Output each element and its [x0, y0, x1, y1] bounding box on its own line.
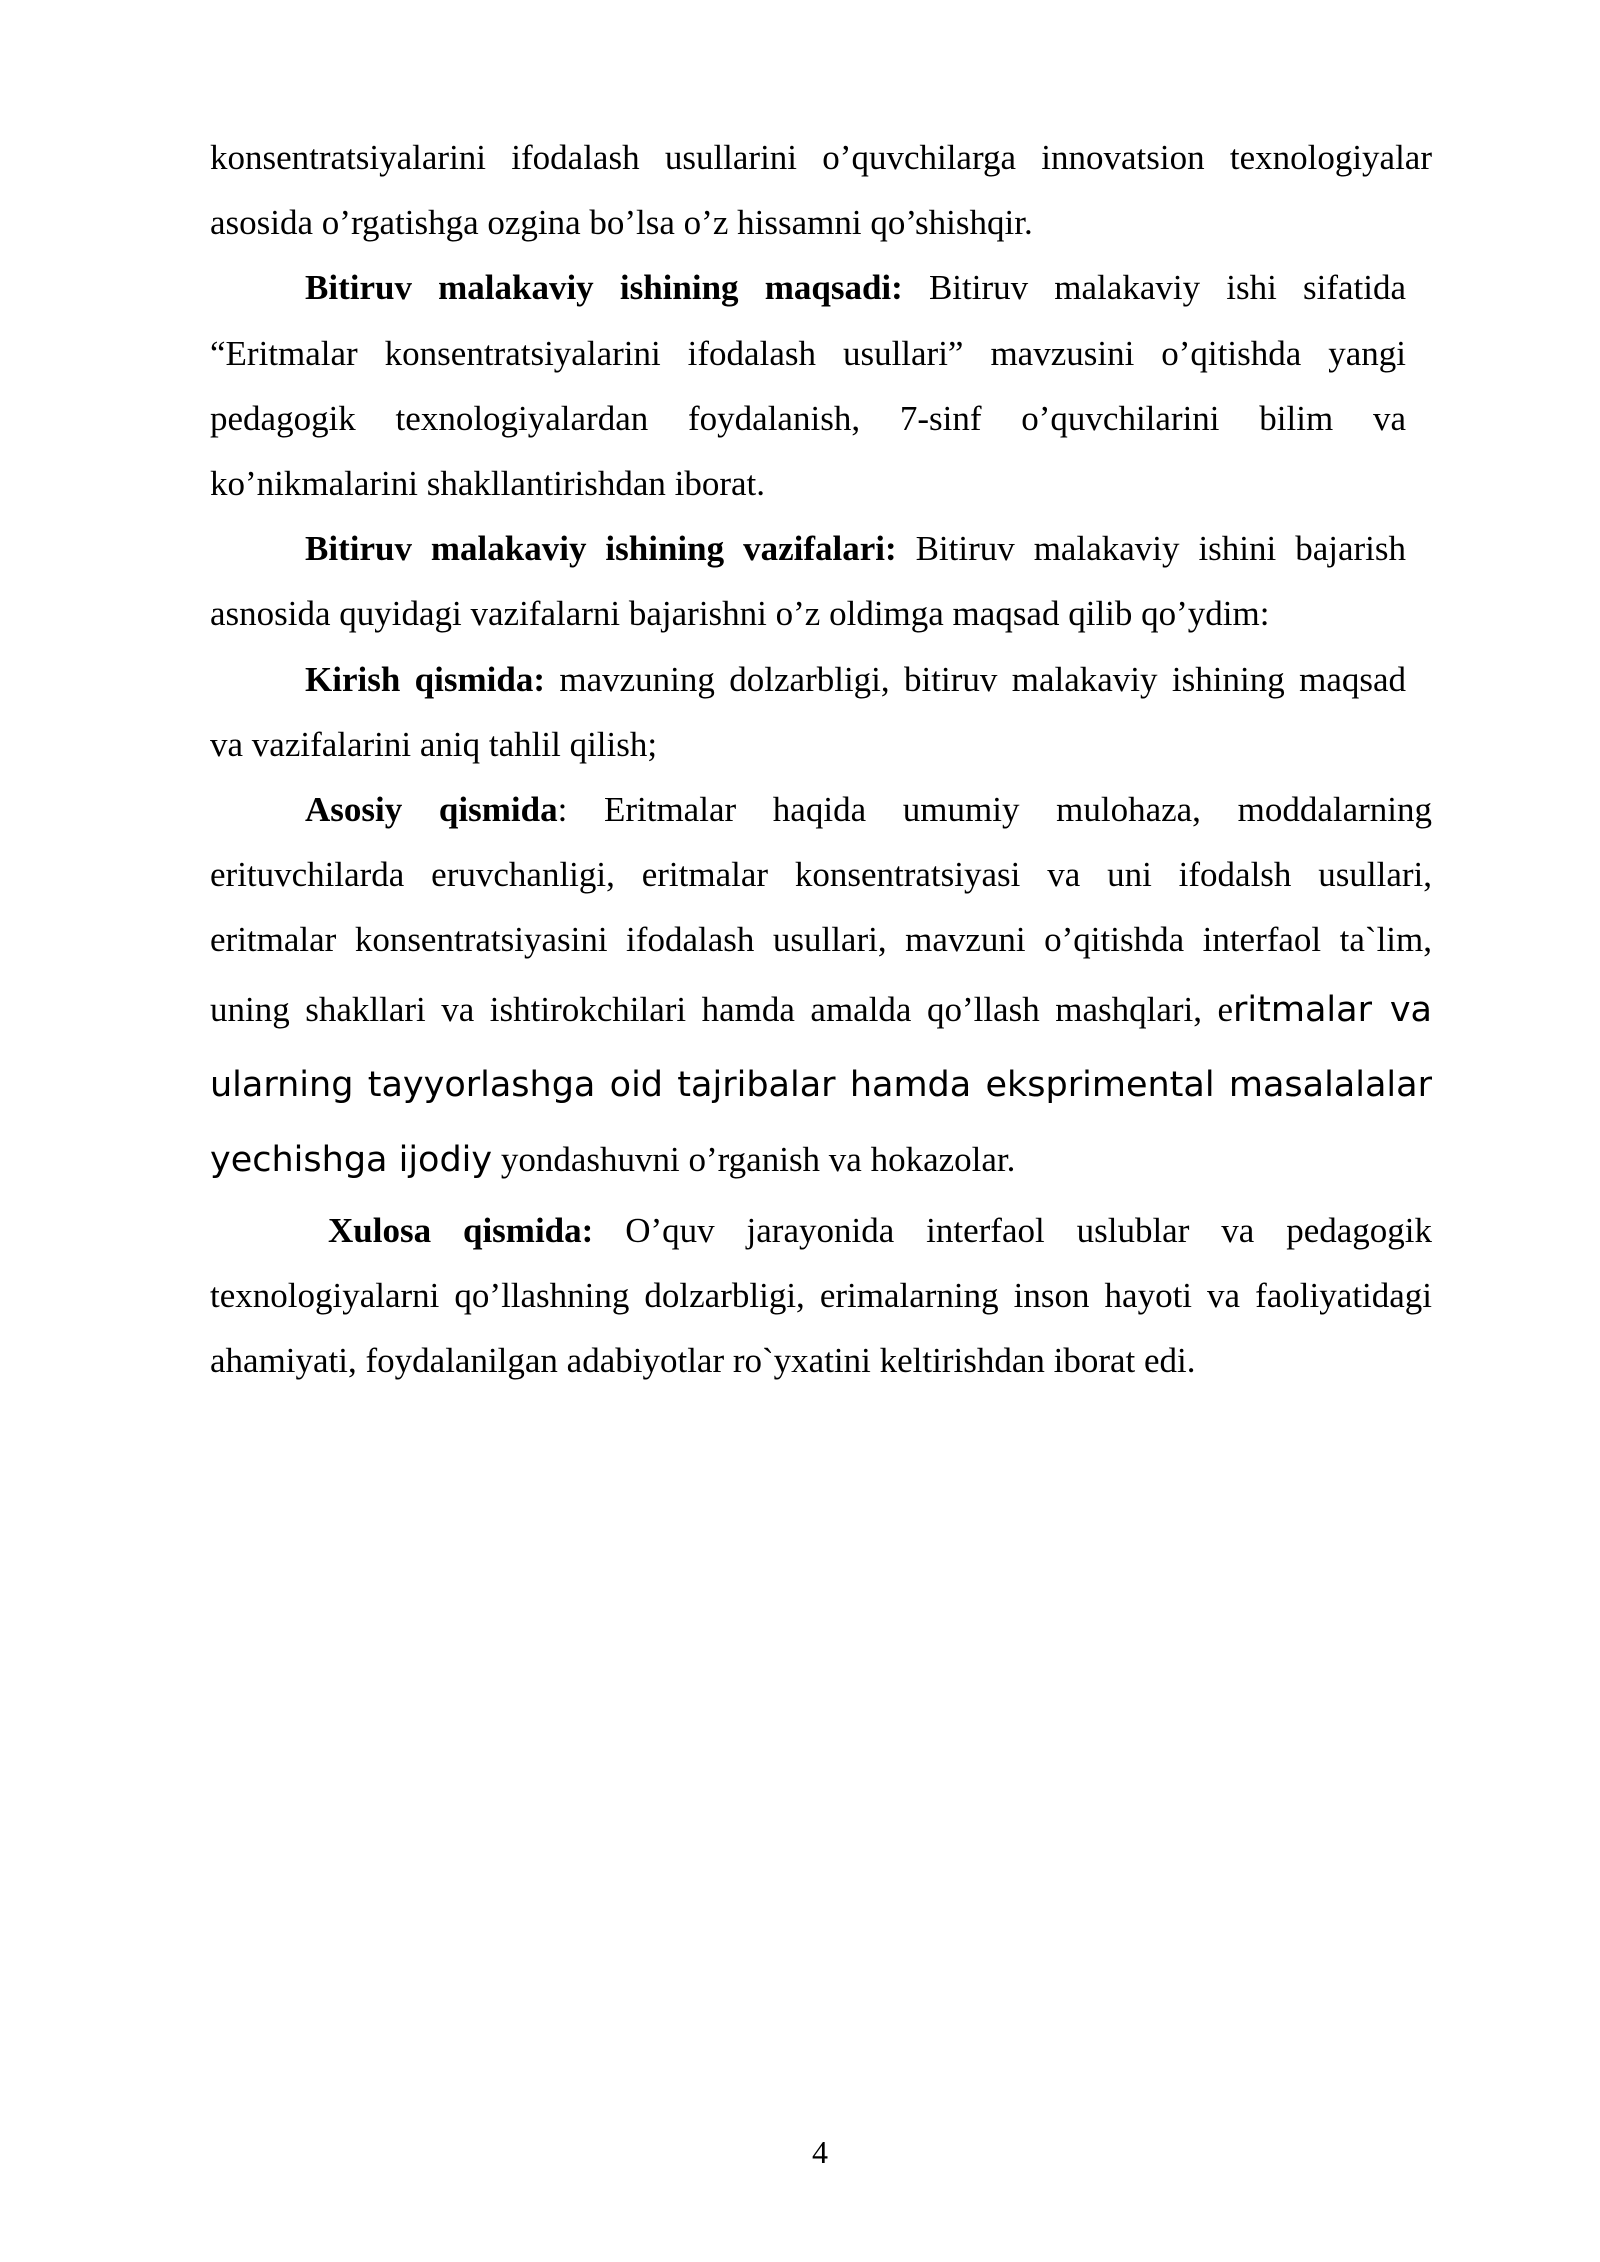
page-number: 4: [812, 2134, 828, 2170]
paragraph-intro-continuation: konsentratsiyalarini ifodalash usullarini o’quvchilarga innovatsion texnologiyalar asosida o’rgatishga ozgina bo’lsa o’z hissamni qo’shishqir.: [210, 138, 1432, 243]
conclusion-heading: Xulosa qismida:: [328, 1210, 594, 1250]
main-part-text-sans: ritmalar va ularning tayyorlashga oid tajribalar hamda eksprimental masalalalar yechishga ijodiy: [210, 989, 1432, 1180]
conclusion-text: O’quv jarayonida interfaol uslublar va pedagogik texnologiyalarni qo’llashning dolzarbligi, erimalarning inson hayoti va faoliyatidagi ahamiyati, foydalanilgan adabiyotlar ro`yxatini keltirishdan iborat edi.: [210, 1210, 1433, 1381]
tasks-text: Bitiruv malakaviy ishini bajarish asnosida quyidagi vazifalarni bajarishni o’z oldimga maqsad qilib qo’ydim:: [210, 529, 1406, 634]
main-part-text: : Eritmalar haqida umumiy mulohaza, moddalarning erituvchilarda eruvchanligi, eritmalar konsentratsiyasi va uni ifodalsh usullari, eritmalar konsentratsiyasini ifodalash usullari, mavzuni o’qitishda interfaol ta`lim, uning shakllari va ishtirokchilari hamda amalda qo’llash mashqlari, e: [210, 790, 1432, 1029]
goal-heading: Bitiruv malakaviy ishining maqsadi:: [305, 268, 903, 308]
paragraph-introduction-part: [210, 647, 1406, 777]
main-part-text-end: yondashuvni o’rganish va hokazolar.: [492, 1139, 1016, 1179]
paragraph-main-part: [210, 777, 1432, 1198]
tasks-heading: Bitiruv malakaviy ishining vazifalari:: [305, 529, 897, 569]
introduction-text: mavzuning dolzarbligi, bitiruv malakaviy ishining maqsad va vazifalarini aniq tahlil qilish;: [210, 659, 1407, 764]
introduction-heading: Kirish qismida:: [305, 659, 545, 699]
paragraph-conclusion-part: [210, 1198, 1432, 1394]
paragraph-tasks: [210, 516, 1406, 646]
paragraph-goal: [210, 255, 1406, 516]
page-content: [210, 125, 1432, 1393]
goal-text: Bitiruv malakaviy ishi sifatida “Eritmalar konsentratsiyalarini ifodalash usullari” mavzusini o’qitishda yangi pedagogik texnologiyalardan foydalanish, 7-sinf o’quvchilarini bilim va ko’nikmalarini shakllantirishdan iborat.: [210, 268, 1406, 504]
main-part-heading: Asosiy qismida: [305, 790, 558, 830]
